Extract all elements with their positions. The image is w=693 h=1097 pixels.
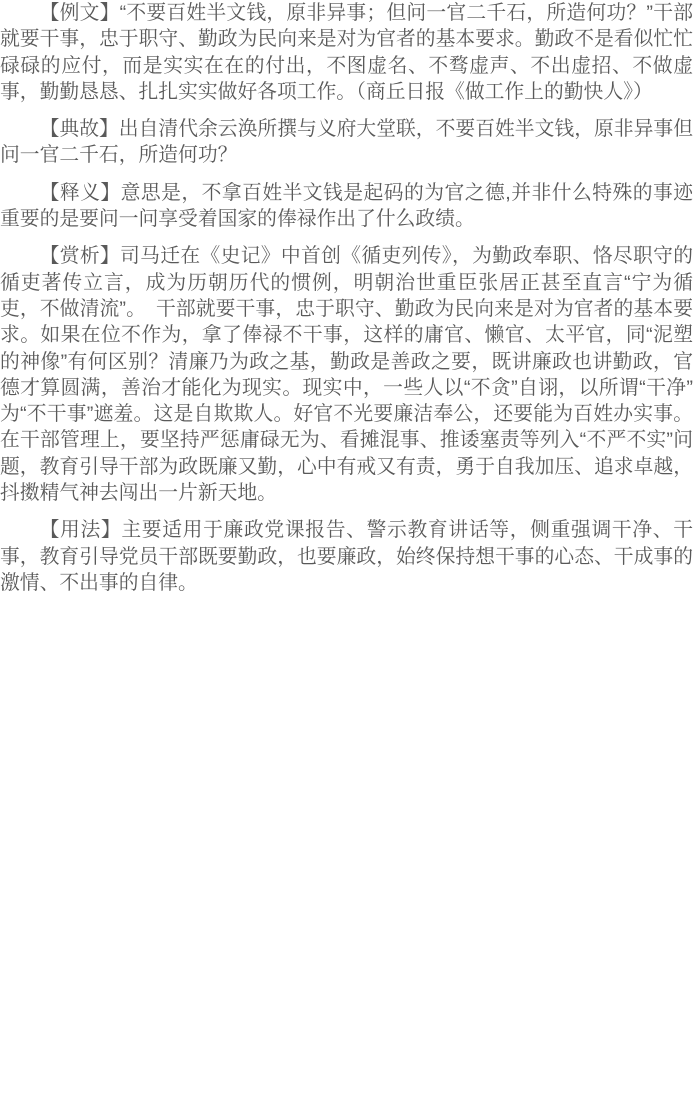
- paragraph-allusion: 【典故】出自清代余云涣所撰与义府大堂联，不要百姓半文钱，原非异事但问一官二千石，所造何功？: [0, 118, 693, 167]
- paragraph-appreciation: 【赏析】司马迁在《史记》中首创《循吏列传》，为勤政奉职、恪尽职守的循吏著传立言，成为历朝历代的惯例，明朝治世重臣张居正甚至直言“宁为循吏，不做清流”。 干部就要干事，忠于职守、勤政为民向来是对为官者的基本要求。如果在位不作为，拿了俸禄不干事，这样的庸官、懒官、太平官，同“泥塑的神像”有何区别？清廉乃为政之基，勤政是善政之要，既讲廉政也讲勤政，官德才算圆满，善治才能化为现实。现实中，一些人以“不贪”自诩，以所谓“干净”为“不干事”遮羞。这是自欺欺人。好官不光要廉洁奉公，还要能为百姓办实事。在干部管理上，要坚持严惩庸碌无为、看摊混事、推诿塞责等列入“不严不实”问题，教育引导干部为政既廉又勤，心中有戒又有责，勇于自我加压、追求卓越，抖擞精气神去闯出一片新天地。: [0, 245, 693, 505]
- paragraph-example: 【例文】“不要百姓半文钱，原非异事；但问一官二千石，所造何功？”干部就要干事，忠于职守、勤政为民向来是对为官者的基本要求。勤政不是看似忙忙碌碌的应付，而是实实在在的付出，不图虚名、不骛虚声、不出虚招、不做虚事，勤勤恳恳、扎扎实实做好各项工作。（商丘日报《做工作上的勤快人》）: [0, 2, 693, 103]
- paragraph-usage: 【用法】主要适用于廉政党课报告、警示教育讲话等，侧重强调干净、干事，教育引导党员干部既要勤政，也要廉政，始终保持想干事的心态、干成事的激情、不出事的自律。: [0, 519, 693, 594]
- paragraph-definition: 【释义】意思是，不拿百姓半文钱是起码的为官之德,并非什么特殊的事迹重要的是要问一问享受着国家的俸禄作出了什么政绩。: [0, 181, 693, 231]
